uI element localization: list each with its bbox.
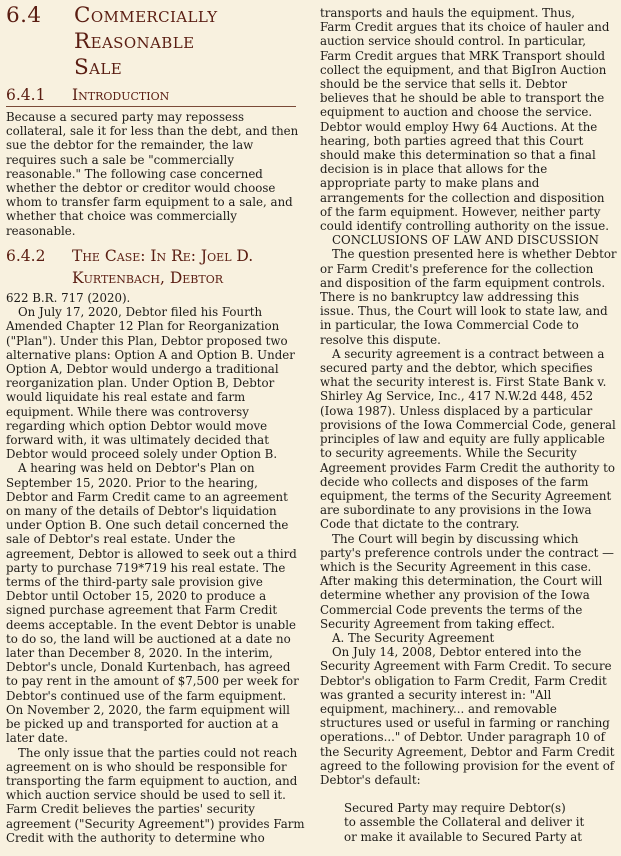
text-line: whether that choice was commercially [6,209,237,224]
text-line: to do so, the land will be auctioned at a date no [6,631,291,646]
text-line: to security agreements. While the Security [320,446,577,461]
text-line: sale of Debtor's real estate. Under the [6,532,236,547]
text-line: Debtor's uncle, Donald Kurtenbach, has agreed [6,660,291,675]
text-line: on many of the details of Debtor's liquidation [6,504,277,519]
title-line: Reasonable [74,29,195,54]
text-line: equipment to auction and choose the service. [320,105,593,120]
text-line: reasonable. [6,223,76,238]
text-line: equipment, the terms of the Security Agreement [320,488,612,503]
text-line: A hearing was held on Debtor's Plan on [18,461,255,476]
title-line: Kurtenbach, Debtor [72,269,223,287]
text-line: which auction service should be used to sell it. [6,788,286,803]
text-line: There is no bankruptcy law addressing this [320,290,580,305]
case-text-right [320,6,617,844]
heading-rule [6,106,296,107]
text-line: Code that dictate to the contrary. [320,517,520,532]
text-line: was granted a security interest in: "All [320,687,552,702]
text-line: Security Agreement from taking effect. [320,616,555,631]
text-line: terms of the third-party sale provision give [6,575,263,590]
text-line: alternative plans: Option A and Option B. Under [6,347,295,362]
text-line: could identify controlling authority on the issue. [320,219,609,234]
text-line: The only issue that the parties could not reach [18,745,298,760]
text-line: Because a secured party may repossess [6,110,245,124]
text-line: The question presented here is whether Debtor [332,247,617,262]
text-line: or Farm Credit's preference for the collection [320,261,594,276]
text-line: (Iowa 1987). Unless displaced by a particular [320,403,593,418]
text-line [320,787,617,801]
text-line: in particular, the Iowa Commercial Code to [320,318,579,333]
text-line: party's preference controls under the contract — [320,545,614,560]
text-line: party to purchase 719*719 his real estate. The [6,560,286,575]
text-line: to pay rent in the amount of $7,500 per week for [6,674,299,689]
text-line: the Security Agreement, Debtor and Farm Credit [320,744,615,759]
text-line: which is the Security Agreement in this case. [320,559,592,574]
text-line: of the farm equipment. However, neither party [320,204,601,219]
section-title [72,245,253,289]
text-line: Option A, Debtor would undergo a traditional [6,362,279,377]
text-line: would liquidate his real estate and farm [6,390,246,405]
text-line: On July 14, 2008, Debtor entered into the [332,645,582,660]
text-line: Farm Credit argues that MRK Transport should [320,48,606,63]
text-line: be picked up and transported for auction at a [6,717,279,732]
text-line: Debtor until October 15, 2020 to produce a [6,589,267,604]
text-line: The Court will begin by discussing which [332,531,579,546]
text-line: agreement, Debtor is allowed to seek out a third [6,546,297,561]
text-line: Debtor would proceed solely under Option B. [6,447,278,462]
text-line: deems acceptable. In the event Debtor is unable [6,617,296,632]
section-title [74,3,218,81]
title-line: Sale [74,55,123,80]
text-line: Agreement provides Farm Credit the authority to [320,460,616,475]
text-line: whether the debtor or creditor would choose [6,181,276,196]
case-text-left [6,291,305,845]
text-line: equipment, machinery... and removable [320,701,557,716]
text-line: decision is in place that allows for the [320,162,548,177]
title-line: Commercially [74,3,218,28]
text-line: Commercial Code prevents the terms of the [320,602,583,617]
text-line: whom to transfer farm equipment to a sale, and [6,195,293,210]
section-number: 6.4.2 [6,247,46,265]
text-line: reorganization plan. Under Option B, Debtor [6,376,275,391]
text-line: principles of law and equity are fully applicable [320,432,605,447]
text-line: After making this determination, the Court will [320,574,603,589]
text-line: collateral, sale it for less than the debt, and then [6,124,299,139]
text-line: structures used or useful in farming or ranching [320,716,610,731]
text-line: collect the equipment, and that BigIron Auction [320,62,607,77]
text-line: On November 2, 2020, the farm equipment will [6,702,290,717]
text-line: resolve this dispute. [320,332,441,347]
text-line: should be the service that sells it. Debtor [320,77,567,92]
text-line: forward with, it was ultimately decided that [6,433,269,448]
text-line: should make this determination so that a final [320,148,596,163]
text-line: operations..." of Debtor. Under paragraph 10 of [320,730,605,745]
text-line: Security Agreement with Farm Credit. To secure [320,659,612,674]
text-line: secured party and the debtor, which specifies [320,361,593,376]
text-line: Amended Chapter 12 Plan for Reorganization [6,319,280,334]
text-line: appropriate party to make plans and [320,176,540,191]
text-line: or make it available to Secured Party at [344,829,583,844]
text-line: Debtor would employ Hwy 64 Auctions. At the [320,119,598,134]
text-line: September 15, 2020. Prior to the hearing, [6,475,258,490]
text-line: believes that he should be able to transport the [320,91,605,106]
text-line: agreed to the following provision for the event of [320,758,615,773]
text-line: Debtor's default: [320,772,421,787]
text-line: transporting the farm equipment to auction, and [6,773,298,788]
section-number: 6.4.1 [6,86,46,104]
text-line: agreement on is who should be responsible for [6,759,287,774]
text-line: Farm Credit believes the parties' security [6,802,255,817]
text-line: later date. [6,731,68,746]
text-line: what the security interest is. First State Bank v. [320,375,607,390]
section-title: Introduction [72,86,170,104]
text-line: A security agreement is a contract between a [332,346,605,361]
text-line: signed purchase agreement that Farm Credit [6,603,278,618]
text-line: to assemble the Collateral and deliver it [344,815,585,830]
text-line: CONCLUSIONS OF LAW AND DISCUSSION [332,233,599,248]
text-line: ("Plan"). Under this Plan, Debtor proposed two [6,333,288,348]
text-line: agreement ("Security Agreement") provides Farm [6,816,305,831]
text-line: arrangements for the collection and disposition [320,190,605,205]
text-line: Secured Party may require Debtor(s) [344,801,566,816]
title-line: The Case: In Re: Joel D. [72,247,254,265]
text-line: Debtor's continued use of the farm equipment. [6,688,287,703]
intro-paragraph [6,110,298,238]
text-line: Farm Credit argues that its choice of hauler and [320,20,610,35]
text-line: transports and hauls the equipment. Thus, [320,6,576,20]
text-line: Debtor's obligation to Farm Credit, Farm Credit [320,673,607,688]
text-line: later than December 8, 2020. In the interim, [6,646,273,661]
text-line: regarding which option Debtor would move [6,418,268,433]
text-line: On July 17, 2020, Debtor filed his Fourth [18,305,263,320]
text-line: Shirley Ag Service, Inc., 417 N.W.2d 448, 452 [320,389,594,404]
text-line: Credit with the authority to determine who [6,830,265,845]
text-line: requires such a sale be "commercially [6,152,234,167]
text-line: under Option B. One such detail concerned the [6,518,289,533]
text-line: 622 B.R. 717 (2020). [6,291,131,305]
text-line: reasonable." The following case concerned [6,166,263,181]
text-line: decide who collects and disposes of the farm [320,474,589,489]
text-line: Debtor and Farm Credit came to an agreement [6,489,288,504]
text-line: provisions of the Iowa Commercial Code, general [320,417,616,432]
text-line: sue the debtor for the remainder, the law [6,138,254,153]
text-line: hearing, both parties agreed that this Court [320,133,584,148]
text-line: equipment. While there was controversy [6,404,249,419]
text-line: A. The Security Agreement [332,630,495,645]
text-line: are subordinate to any provisions in the Iowa [320,503,592,518]
text-line: and disposition of the farm equipment controls. [320,275,606,290]
text-line: determine whether any provision of the Iowa [320,588,590,603]
section-number: 6.4 [6,3,42,28]
text-line: issue. Thus, the Court will look to state law, and [320,304,608,319]
text-line: auction service should control. In particular, [320,34,586,49]
